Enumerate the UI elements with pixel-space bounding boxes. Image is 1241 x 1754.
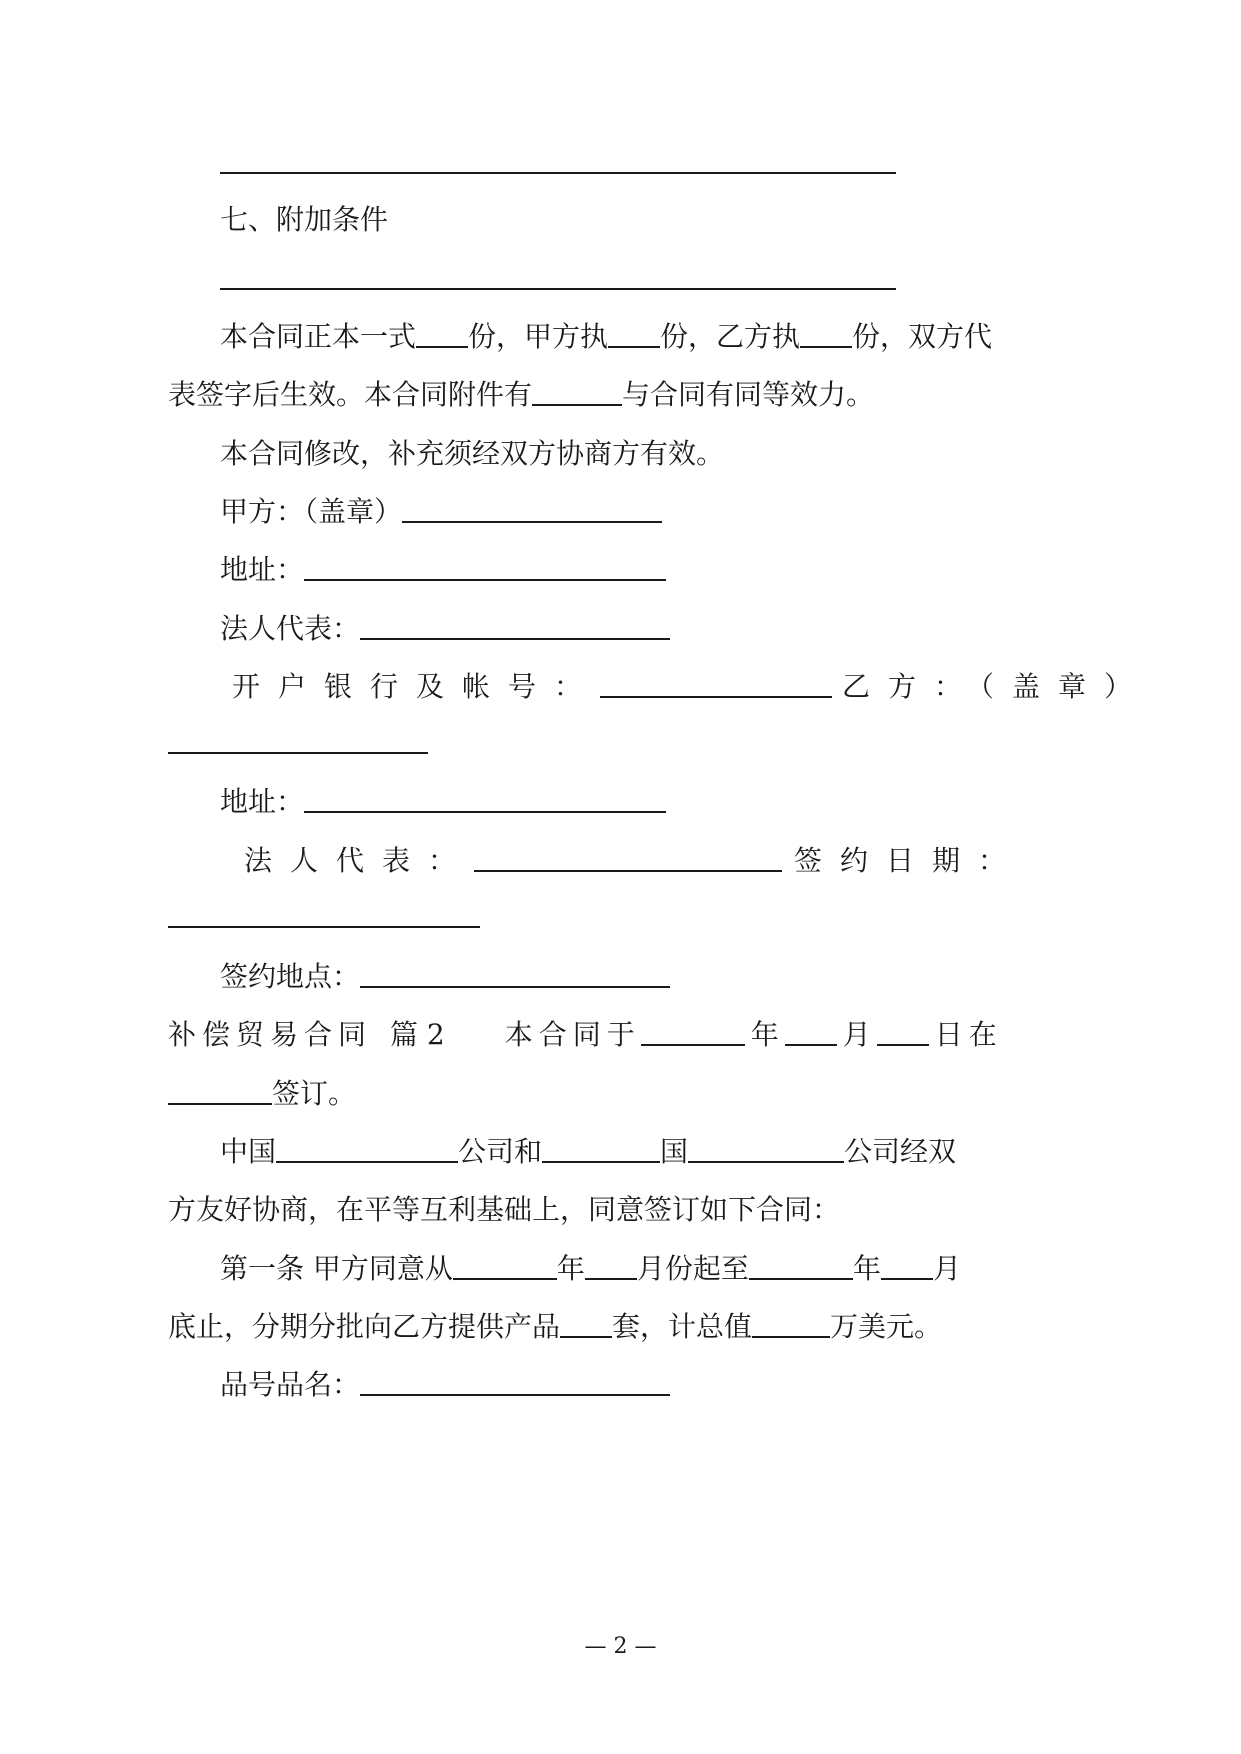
party-b-rep-row — [244, 844, 1024, 878]
clause-1-text: 底止，分期分批向乙方提供产品 — [168, 1310, 561, 1343]
product-row — [220, 1368, 670, 1402]
blank-year[interactable] — [641, 1018, 745, 1046]
article-2-text: 月 — [842, 1018, 871, 1051]
article-2-text: 本合同于 — [504, 1018, 641, 1051]
blank-foreign-company[interactable] — [688, 1135, 844, 1163]
sign-date-field[interactable] — [168, 926, 480, 928]
party-a-rep-field[interactable] — [360, 612, 670, 640]
article-2-header-row — [168, 1018, 1003, 1052]
copies-text: 份，双方代 — [852, 320, 993, 353]
blank-end-month[interactable] — [881, 1252, 933, 1280]
copies-text: 与合同有同等效力。 — [622, 378, 875, 411]
blank-line-additional-terms — [220, 288, 896, 290]
party-a-seal-field[interactable] — [402, 495, 662, 523]
blank-month[interactable] — [785, 1018, 837, 1046]
clause-1-text: 第一条 甲方同意从 — [220, 1252, 453, 1285]
blank-start-month[interactable] — [585, 1252, 637, 1280]
blank-start-year[interactable] — [453, 1252, 557, 1280]
article-title: 补偿贸易合同 — [168, 1018, 373, 1051]
clause-1-text: 万美元。 — [830, 1310, 943, 1343]
party-b-rep-label: 法人代表： — [244, 844, 475, 877]
intro-text: 中国 — [220, 1135, 277, 1168]
copies-line-2 — [168, 378, 874, 412]
copies-text: 份，甲方执 — [468, 320, 609, 353]
intro-line-1 — [220, 1135, 956, 1169]
intro-text: 公司经双 — [844, 1135, 957, 1168]
party-a-bank-label: 开户银行及帐号： — [232, 670, 601, 703]
blank-sets[interactable] — [560, 1310, 612, 1338]
party-b-rep-field[interactable] — [474, 844, 782, 872]
clause-1-text: 月份起至 — [636, 1252, 749, 1285]
blank-china-company[interactable] — [276, 1135, 458, 1163]
sign-date-label: 签约日期： — [794, 844, 1025, 877]
clause-1-text: 月 — [932, 1252, 961, 1285]
blank-attachments[interactable] — [532, 378, 622, 406]
clause-1-text: 年 — [852, 1252, 881, 1285]
party-b-address-field[interactable] — [304, 785, 666, 813]
amendment-text: 本合同修改，补充须经双方协商方有效。 — [220, 437, 725, 470]
copies-text: 表签字后生效。本合同附件有 — [168, 378, 533, 411]
blank-sign-place[interactable] — [168, 1077, 272, 1105]
party-a-bank-field[interactable] — [600, 670, 832, 698]
page-number: — 2 — — [584, 1634, 657, 1659]
copies-text: 本合同正本一式 — [220, 320, 417, 353]
blank-day[interactable] — [877, 1018, 929, 1046]
party-a-bank-row — [232, 670, 1150, 704]
party-a-address-label: 地址： — [220, 553, 305, 586]
article-2-text: 日在 — [934, 1018, 1003, 1051]
blank-party-b-copies[interactable] — [800, 320, 852, 348]
party-b-address-label: 地址： — [220, 785, 305, 818]
article-part: 篇 2 — [390, 1018, 445, 1051]
section-7-title: 七、附加条件 — [220, 203, 389, 236]
party-a-seal-label: 甲方：（盖章） — [220, 495, 403, 528]
clause-1-line-2 — [168, 1310, 942, 1344]
blank-total-copies[interactable] — [416, 320, 468, 348]
article-2-place-row — [168, 1077, 356, 1111]
party-b-seal-label: 乙方：（盖章） — [842, 670, 1151, 703]
party-a-seal-row — [220, 495, 662, 529]
sign-place-row — [220, 960, 670, 994]
article-2-text: 年 — [750, 1018, 779, 1051]
intro-text: 国 — [660, 1135, 689, 1168]
blank-line-top — [220, 172, 896, 174]
party-b-seal-field[interactable] — [168, 752, 428, 754]
clause-1-line-1 — [220, 1252, 961, 1286]
blank-total-value[interactable] — [752, 1310, 830, 1338]
intro-text: 公司和 — [458, 1135, 543, 1168]
party-a-address-row — [220, 553, 666, 587]
clause-1-text: 年 — [556, 1252, 585, 1285]
party-a-rep-row — [220, 612, 670, 646]
copies-line-1 — [220, 320, 992, 354]
product-field[interactable] — [360, 1368, 670, 1396]
clause-1-text: 套，计总值 — [612, 1310, 753, 1343]
blank-party-a-copies[interactable] — [608, 320, 660, 348]
sign-place-label: 签约地点： — [220, 960, 361, 993]
copies-text: 份，乙方执 — [660, 320, 801, 353]
product-label: 品号品名： — [220, 1368, 361, 1401]
sign-place-field[interactable] — [360, 960, 670, 988]
blank-end-year[interactable] — [749, 1252, 853, 1280]
party-a-rep-label: 法人代表： — [220, 612, 361, 645]
party-a-address-field[interactable] — [304, 553, 666, 581]
party-b-address-row — [220, 785, 666, 819]
blank-country[interactable] — [542, 1135, 660, 1163]
article-2-text: 签订。 — [272, 1077, 357, 1110]
intro-line-2: 方友好协商，在平等互利基础上，同意签订如下合同： — [168, 1193, 841, 1226]
